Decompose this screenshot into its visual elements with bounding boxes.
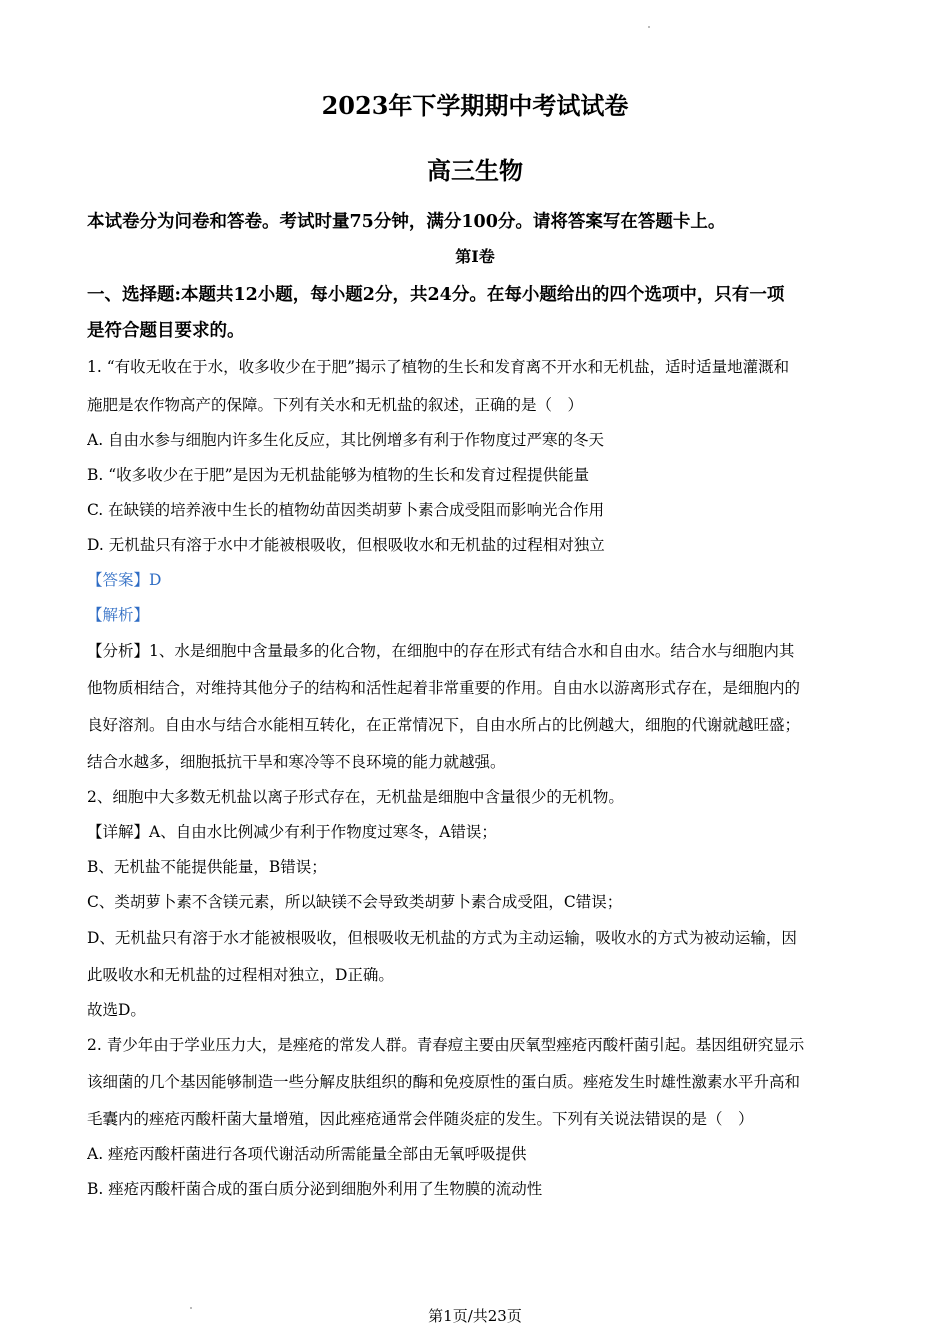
q1-option-d: D. 无机盐只有溶于水中才能被根吸收，但根吸收水和无机盐的过程相对独立 (87, 536, 605, 554)
q1-analysis-label: 【解析】 (87, 606, 150, 624)
exam-title: 2023年下学期期中考试试卷 (321, 91, 629, 120)
subject-title: 高三生物 (427, 156, 523, 185)
q1-analysis-line-2: 他物质相结合，对维持其他分子的结构和活性起着非常重要的作用。自由水以游离形式存在，是细胞内的 (87, 679, 801, 697)
q1-detail-d-line-1: D、无机盐只有溶于水才能被根吸收，但根吸收无机盐的方式为主动运输，吸收水的方式为被动运输，因 (87, 929, 797, 947)
instructions: 本试卷分为问卷和答卷。考试时量75分钟，满分100分。请将答案写在答题卡上。 (87, 212, 726, 232)
q2-stem-line-1: 2. 青少年由于学业压力大，是痤疮的常发人群。青春痘主要由厌氧型痤疮丙酸杆菌引起。基因组研究显示 (87, 1036, 805, 1054)
page-number: 第1页/共23页 (428, 1307, 522, 1325)
q2-stem-line-3: 毛囊内的痤疮丙酸杆菌大量增殖，因此痤疮通常会伴随炎症的发生。下列有关说法错误的是（ ） (87, 1110, 754, 1128)
q1-conclusion: 故选D。 (87, 1001, 146, 1019)
q1-detail-a: 【详解】A、自由水比例减少有利于作物度过寒冬，A错误； (87, 823, 497, 841)
q1-detail-c: C、类胡萝卜素不含镁元素，所以缺镁不会导致类胡萝卜素合成受阻，C错误； (87, 893, 623, 911)
q1-stem-line-1: 1. “有收无收在于水，收多收少在于肥”揭示了植物的生长和发育离不开水和无机盐，适时适量地灌溉和 (87, 358, 790, 376)
q1-analysis-line-1: 【分析】1、水是细胞中含量最多的化合物，在细胞中的存在形式有结合水和自由水。结合水与细胞内其 (87, 642, 795, 660)
q1-detail-b: B、无机盐不能提供能量，B错误； (87, 858, 327, 876)
q1-analysis-line-5: 2、细胞中大多数无机盐以离子形式存在，无机盐是细胞中含量很少的无机物。 (87, 788, 624, 806)
q1-option-b: B. “收多收少在于肥”是因为无机盐能够为植物的生长和发育过程提供能量 (87, 466, 590, 484)
volume-heading: 第I卷 (455, 247, 495, 266)
q1-answer-label: 【答案】D (87, 571, 162, 589)
q1-analysis-line-4: 结合水越多，细胞抵抗干旱和寒冷等不良环境的能力就越强。 (87, 753, 506, 771)
q1-detail-d-line-2: 此吸收水和无机盐的过程相对独立，D正确。 (87, 966, 394, 984)
q1-stem-line-2: 施肥是农作物高产的保障。下列有关水和无机盐的叙述，正确的是（ ） (87, 396, 584, 414)
q1-option-a: A. 自由水参与细胞内许多生化反应，其比例增多有利于作物度过严寒的冬天 (87, 431, 605, 449)
q2-option-b: B. 痤疮丙酸杆菌合成的蛋白质分泌到细胞外利用了生物膜的流动性 (87, 1180, 543, 1198)
section-heading-line-2: 是符合题目要求的。 (87, 321, 245, 341)
q1-option-c: C. 在缺镁的培养液中生长的植物幼苗因类胡萝卜素合成受阻而影响光合作用 (87, 501, 605, 519)
q1-analysis-line-3: 良好溶剂。自由水与结合水能相互转化，在正常情况下，自由水所占的比例越大，细胞的代谢就越旺盛； (87, 716, 801, 734)
section-heading-line-1: 一、选择题:本题共12小题，每小题2分，共24分。在每小题给出的四个选项中，只有一项 (87, 285, 785, 305)
q2-stem-line-2: 该细菌的几个基因能够制造一些分解皮肤组织的酶和免疫原性的蛋白质。痤疮发生时雄性激素水平升高和 (87, 1073, 801, 1091)
scan-speck (648, 26, 650, 28)
q2-option-a: A. 痤疮丙酸杆菌进行各项代谢活动所需能量全部由无氧呼吸提供 (87, 1145, 527, 1163)
